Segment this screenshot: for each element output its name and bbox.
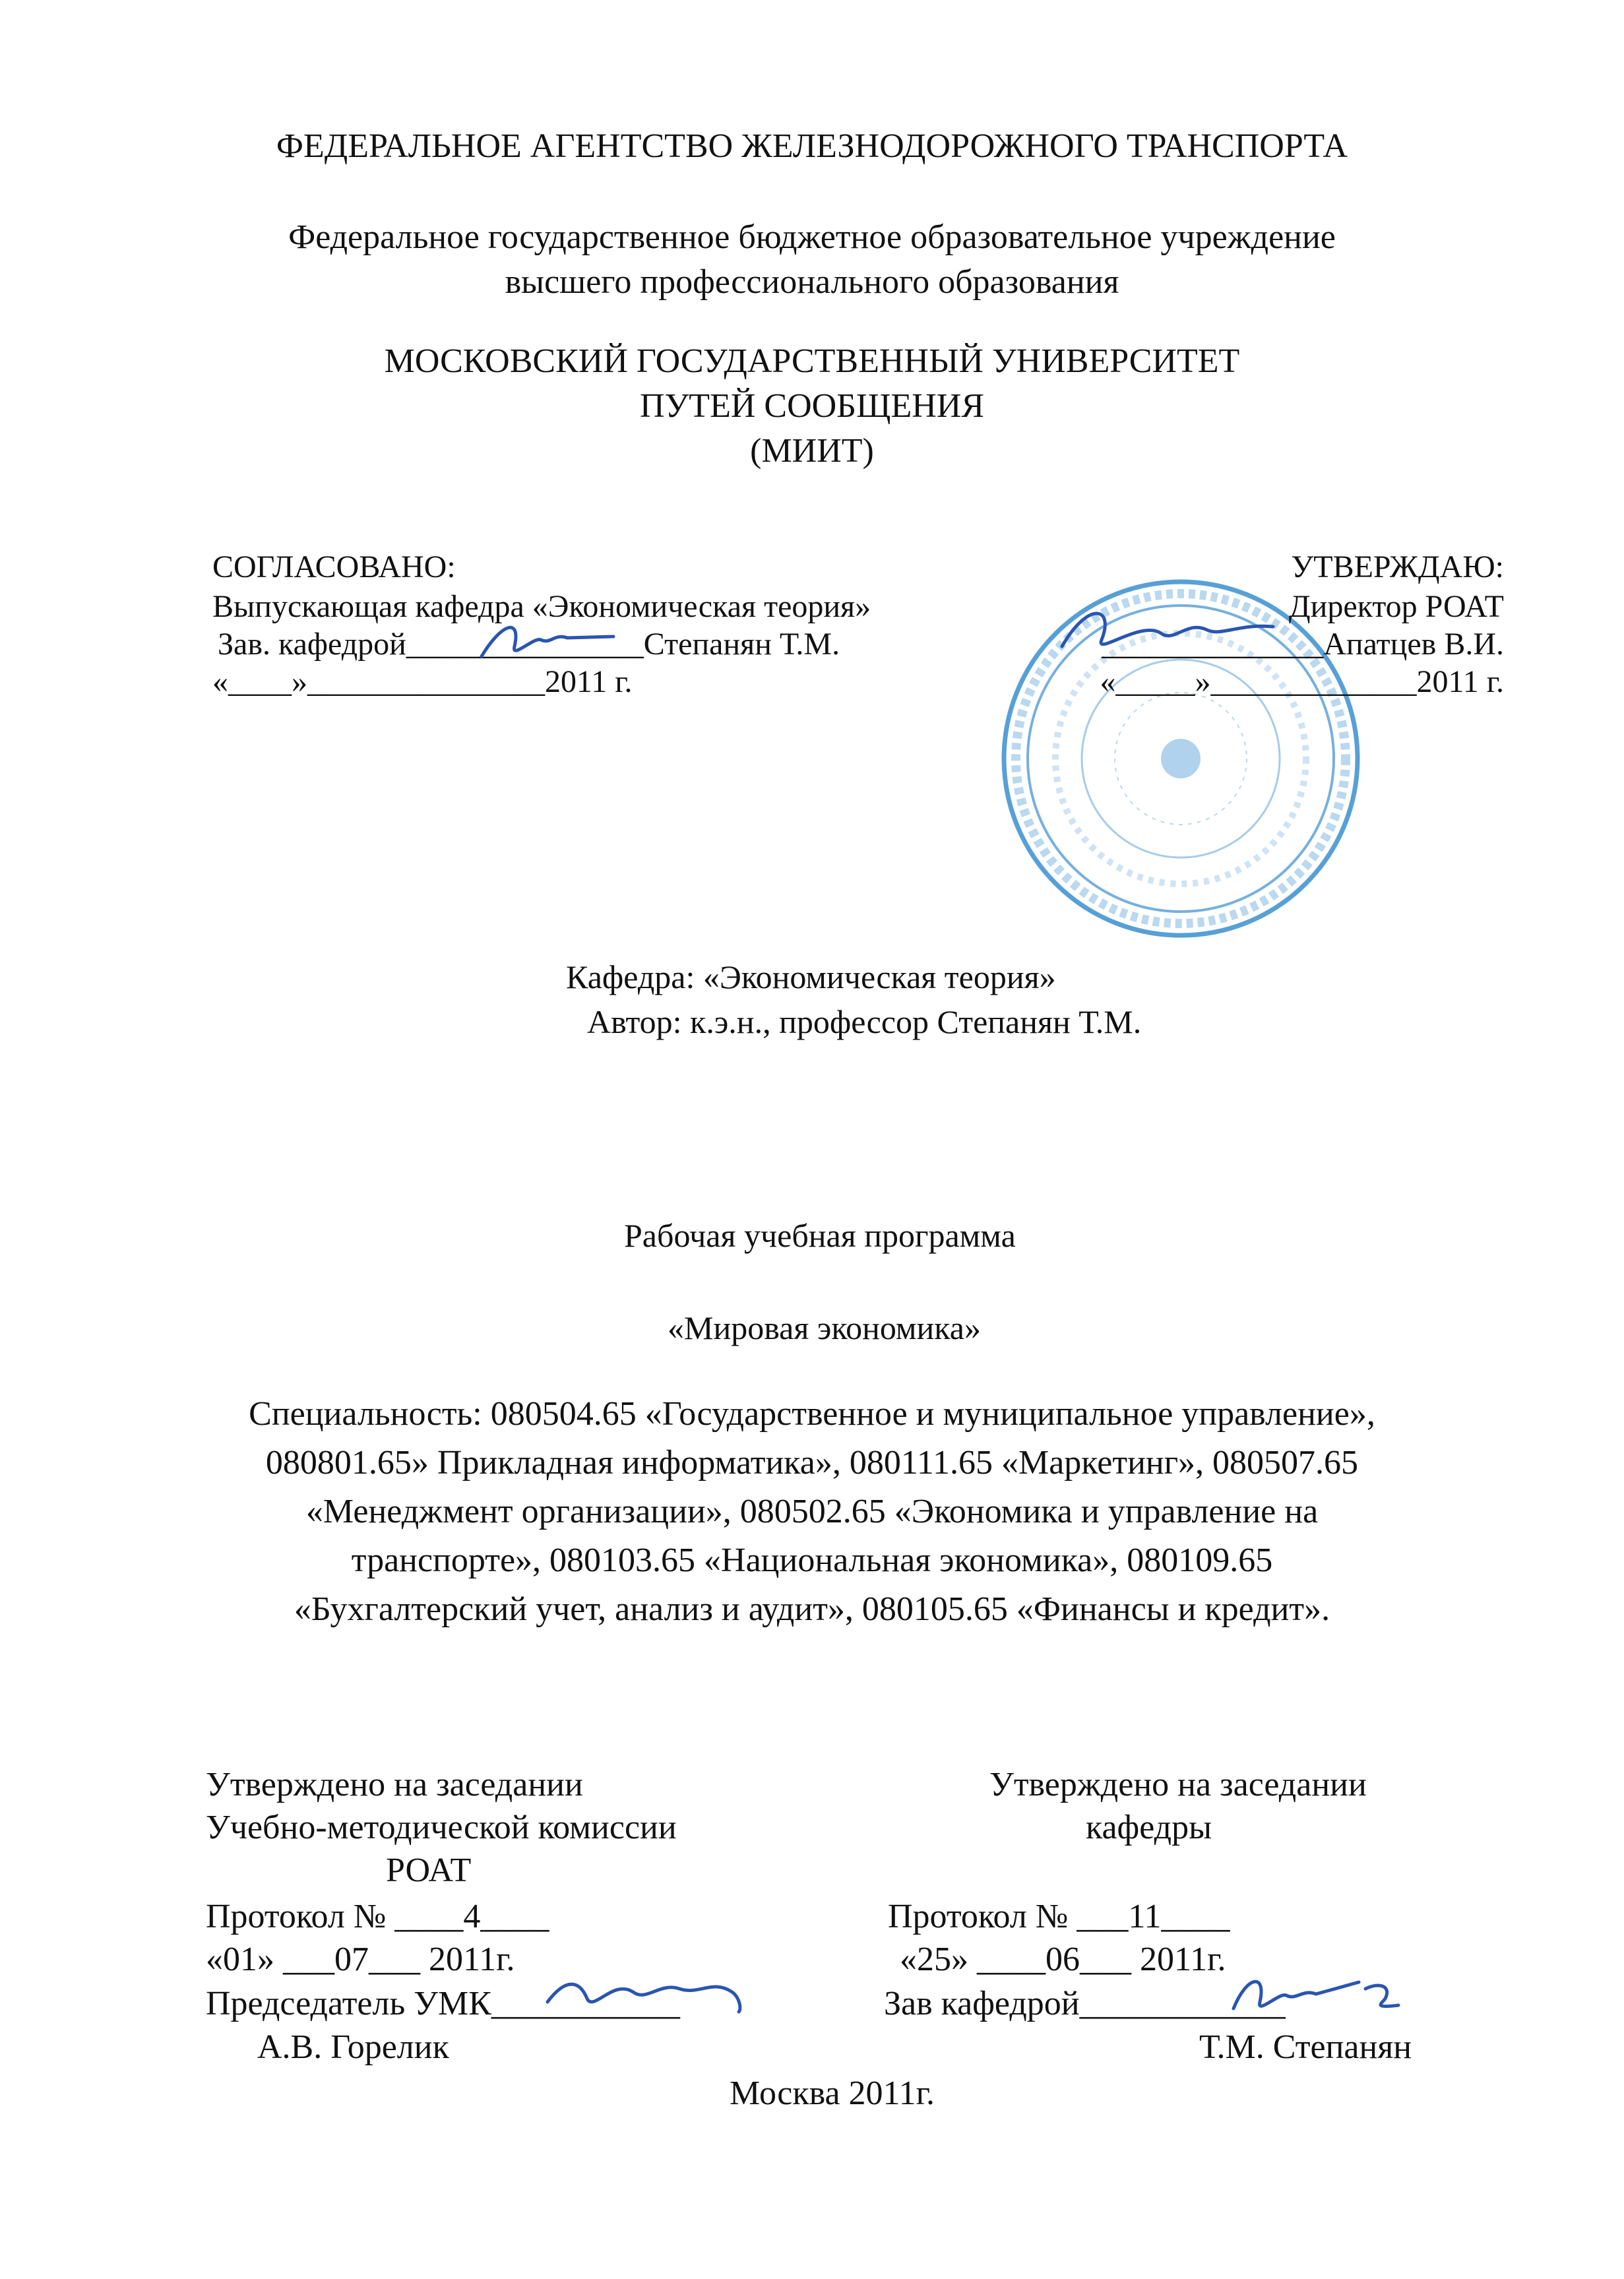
footer-right-date: «25» ____06___ 2011г. — [900, 1941, 1226, 1978]
approval-right-title: УТВЕРЖДАЮ: — [1291, 549, 1504, 584]
specialty-line-2: 080801.65» Прикладная информатика», 080111.65 «Маркетинг», 080507.65 — [265, 1444, 1359, 1482]
institution-line-2: высшего профессионального образования — [505, 263, 1119, 301]
footer-left-date: «01» ___07___ 2011г. — [206, 1941, 515, 1978]
footer-left-protocol: Протокол № ____4____ — [206, 1898, 549, 1935]
program-title: Рабочая учебная программа — [624, 1217, 1016, 1254]
footer-right-head: Зав кафедрой____________ — [884, 1985, 1286, 2022]
approval-left-line-1: Выпускающая кафедра «Экономическая теория» — [212, 589, 871, 624]
signature-stepanyan-bottom — [1220, 1962, 1405, 2025]
specialty-line-1: Специальность: 080504.65 «Государственное и муниципальное управление», — [249, 1395, 1375, 1433]
specialty-line-3: «Менеджмент организации», 080502.65 «Экономика и управление на — [305, 1493, 1319, 1530]
author-line: Автор: к.э.н., профессор Степанян Т.М. — [587, 1003, 1142, 1040]
course-title: «Мировая экономика» — [668, 1309, 981, 1346]
approval-left-title: СОГЛАСОВАНО: — [212, 549, 456, 584]
university-line-1: МОСКОВСКИЙ ГОСУДАРСТВЕННЫЙ УНИВЕРСИТЕТ — [384, 342, 1240, 380]
footer-right-protocol: Протокол № ___11____ — [888, 1898, 1230, 1935]
signature-director — [1049, 594, 1286, 666]
university-line-2: ПУТЕЙ СООБЩЕНИЯ — [639, 387, 985, 425]
city-year: Москва 2011г. — [730, 2075, 935, 2112]
footer-right-name: Т.М. Степанян — [1199, 2028, 1412, 2066]
specialty-line-5: «Бухгалтерский учет, анализ и аудит», 080105.65 «Финансы и кредит». — [294, 1590, 1330, 1628]
institution-line-1: Федеральное государственное бюджетное образовательное учреждение — [288, 218, 1336, 256]
signature-gorelik — [541, 1962, 752, 2028]
specialty-line-4: транспорте», 080103.65 «Национальная экономика», 080109.65 — [351, 1542, 1273, 1579]
approval-right-line-1: Директор РОАТ — [1288, 589, 1504, 624]
approval-left-line-2: Зав. кафедрой_______________Степанян Т.М. — [218, 627, 840, 662]
footer-left-line-3: РОАТ — [386, 1852, 472, 1889]
university-abbr: (МИИТ) — [750, 432, 874, 470]
footer-left-line-2: Учебно-методической комиссии — [206, 1809, 677, 1846]
approval-right-line-2: ______________Апатцев В.И. — [1102, 627, 1504, 662]
signature-stepanyan-top — [475, 610, 620, 670]
approval-left-line-3: «____»_______________2011 г. — [212, 664, 633, 699]
department-line: Кафедра: «Экономическая теория» — [566, 958, 1056, 995]
approval-right-line-3: «_____»_____________2011 г. — [1100, 664, 1504, 699]
footer-left-line-1: Утверждено на заседании — [206, 1766, 583, 1803]
agency-name: ФЕДЕРАЛЬНОЕ АГЕНТСТВО ЖЕЛЕЗНОДОРОЖНОГО ТРАНСПОРТА — [276, 127, 1348, 165]
footer-right-line-2: кафедры — [1086, 1809, 1212, 1846]
footer-left-chair: Председатель УМК___________ — [206, 1985, 680, 2022]
footer-right-line-1: Утверждено на заседании — [989, 1766, 1367, 1803]
footer-left-name: А.В. Горелик — [257, 2028, 449, 2066]
